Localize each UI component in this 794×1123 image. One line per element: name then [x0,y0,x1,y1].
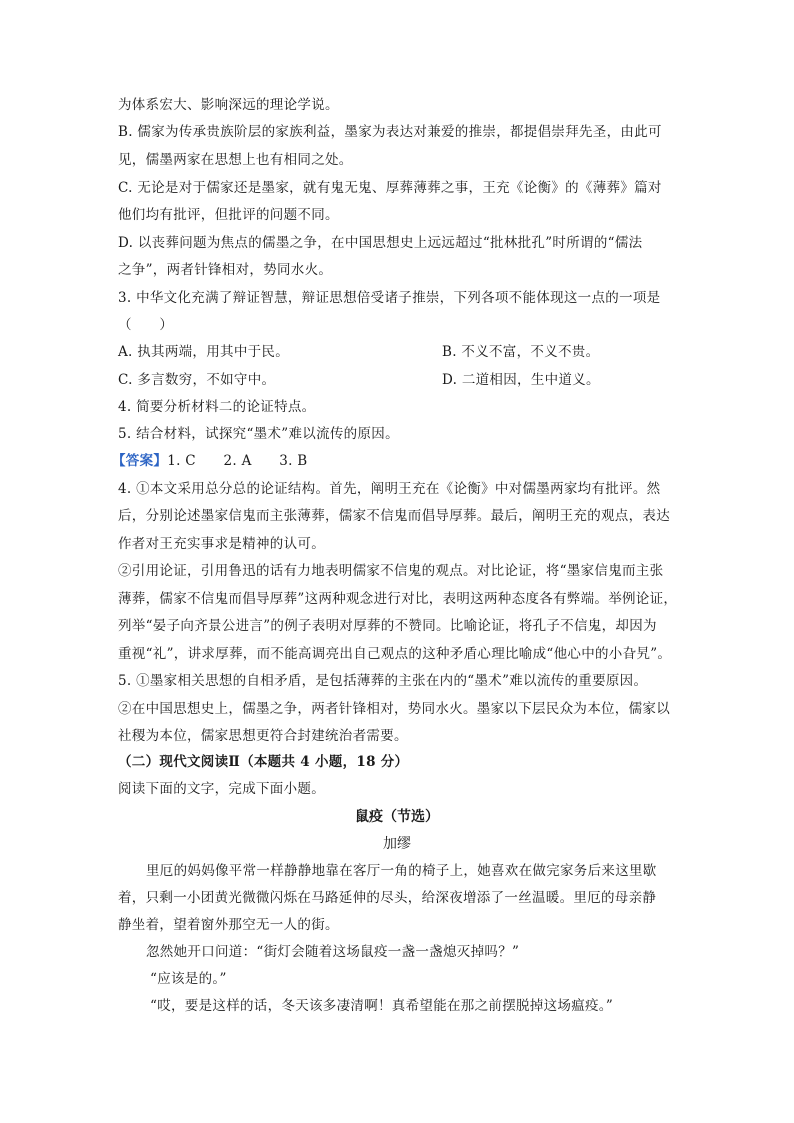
story-line: “应该是的。” [150,971,227,987]
question-4: 4. 简要分析材料二的论证特点。 [118,399,316,415]
text-line: 见，儒墨两家在思想上也有相同之处。 [118,152,353,168]
story-line: “哎，要是这样的话，冬天该多凄清啊！真希望能在那之前摆脱掉这场瘟疫。” [150,998,614,1014]
option-b: B. 不义不富，不义不贵。 [442,344,600,360]
text-line: 之争”，两者针锋相对，势同水火。 [118,262,333,278]
answer-line: 4. ①本文采用总分总的论证结构。首先，阐明王充在《论衡》中对儒墨两家均有批评。然 [118,481,661,497]
answer-line: 5. ①墨家相关思想的自相矛盾，是包括薄葬的主张在内的“墨术”难以流传的重要原因。 [118,673,648,689]
instruction-text: 阅读下面的文字，完成下面小题。 [118,781,325,797]
option-b-text: B. 儒家为传承贵族阶层的家族利益，墨家为表达对兼爱的推崇，都提倡崇拜先圣，由此可 [118,124,662,140]
answer-line: 薄葬，儒家不信鬼而倡导厚葬”这两种观念进行对比，表明这两种态度各有弊端。举例论证， [118,591,678,607]
answer-summary [112,452,308,470]
answer-line: 社稷为本位，儒家思想更符合封建统治者需要。 [118,728,408,744]
answer-line: ②在中国思想史上，儒墨之争，两者针锋相对，势同水火。墨家以下层民众为本位，儒家以 [118,701,670,717]
option-a: A. 执其两端，用其中于民。 [118,344,290,360]
question-3: 3. 中华文化充满了辩证智慧，辩证思想倍受诸子推崇，下列各项不能体现这一点的一项是 [118,290,661,306]
story-line: 里厄的妈妈像平常一样静静地靠在客厅一角的椅子上，她喜欢在做完家务后来这里歇 [146,863,657,879]
answer-line: 作者对王充实事求是精神的认可。 [118,536,325,552]
story-line: 着，只剩一小团黄光微微闪烁在马路延伸的尽头，给深夜增添了一丝温暖。里厄的母亲静 [118,890,657,906]
option-c: C. 多言数穷，不如守中。 [118,372,276,388]
answer-line: 列举“晏子向齐景公进言”的例子表明对厚葬的不赞同。比喻论证，将孔子不信鬼，却因为 [118,618,657,634]
question-5: 5. 结合材料，试探究“墨术”难以流传的原因。 [118,426,399,442]
option-d-text: D. 以丧葬问题为焦点的儒墨之争，在中国思想史上远远超过“批林批孔”时所谓的“儒法 [118,235,643,251]
option-c-text: C. 无论是对于儒家还是墨家，就有鬼无鬼、厚葬薄葬之事，王充《论衡》的《薄葬》篇对 [118,180,662,196]
options-row-1 [118,343,678,361]
story-title: 鼠疫（节选） [355,809,439,825]
story-line: 忽然她开口问道：“街灯会随着这场鼠疫一盏一盏熄灭掉吗？” [146,944,520,960]
options-row-2 [118,371,678,389]
answer-line: ②引用论证，引用鲁迅的话有力地表明儒家不信鬼的观点。对比论证，将“墨家信鬼而主张 [118,563,664,579]
story-author: 加缪 [383,836,411,852]
answer-line: 后，分别论述墨家信鬼而主张薄葬，儒家不信鬼而倡导厚葬。最后，阐明王充的观点，表达 [118,508,670,524]
story-line: 静坐着，望着窗外那空无一人的街。 [118,917,339,933]
answer-tag: 【答案】 [112,453,168,469]
section-title: （二）现代文阅读Ⅱ（本题共 4 小题，18 分） [118,754,409,770]
text-line: 他们均有批评，但批评的问题不同。 [118,207,339,223]
answer-choices: 1. C 2. A 3. B [167,453,308,469]
answer-line: 重视“礼”，讲求厚葬，而不能高调亮出自己观点的这种矛盾心理比喻成“他心中的小旮旯”。 [118,646,672,662]
option-d: D. 二道相因，生中道义。 [442,372,600,388]
answer-blank: （ ） [118,317,174,333]
text-line: 为体系宏大、影响深远的理论学说。 [118,97,339,113]
